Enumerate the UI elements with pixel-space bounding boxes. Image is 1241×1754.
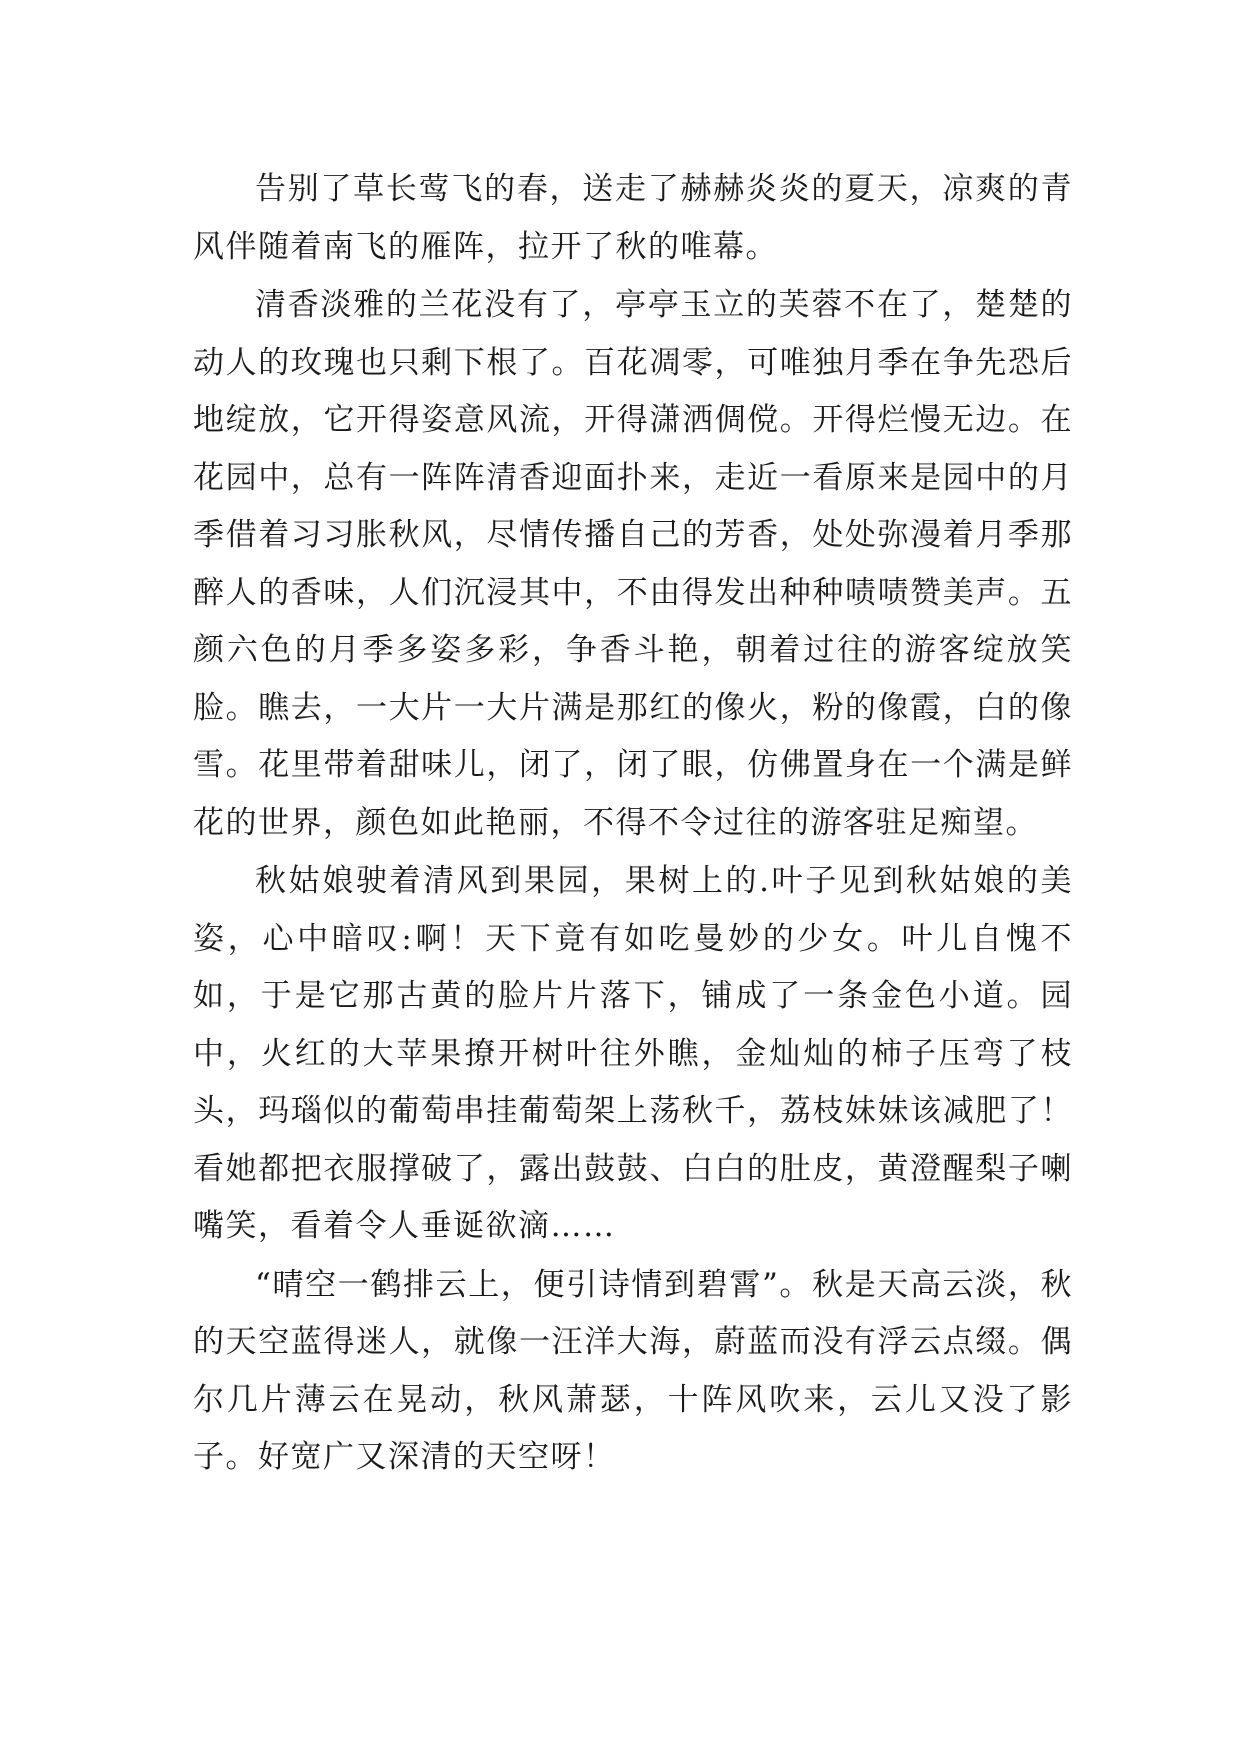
paragraph: 告别了草长莺飞的春，送走了赫赫炎炎的夏天，凉爽的青风伴随着南飞的雁阵，拉开了秋的唯幕。 [193,171,1073,265]
paragraph: “晴空一鹤排云上，便引诗情到碧霄”。秋是天高云淡，秋的天空蓝得迷人，就像一汪洋大海，蔚蓝而没有浮云点缀。偶尔几片薄云在晃动，秋风萧瑟，十阵风吹来，云儿又没了影子。好宽广又深清的天空呀！ [193,1266,1073,1475]
paragraph: 清香淡雅的兰花没有了，亭亭玉立的芙蓉不在了，楚楚的动人的玫瑰也只剩下根了。百花凋零，可唯独月季在争先恐后地绽放，它开得姿意风流，开得潇洒倜傥。开得烂慢无边。在花园中，总有一阵阵清香迎面扑来，走近一看原来是园中的月季借着习习胀秋风，尽情传播自己的芳香，处处弥漫着月季那醉人的香味，人们沉浸其中，不由得发出种种啧啧赞美声。五颜六色的月季多姿多彩，争香斗艳，朝着过往的游客绽放笑脸。瞧去，一大片一大片满是那红的像火，粉的像霞，白的像雪。花里带着甜味儿，闭了，闭了眼，仿佛置身在一个满是鲜花的世界，颜色如此艳丽，不得不令过往的游客驻足痴望。 [193,287,1073,841]
document-body [193,161,1073,1487]
paragraph: 秋姑娘驶着清风到果园，果树上的.叶子见到秋姑娘的美姿，心中暗叹:啊！天下竟有如吃曼妙的少女。叶儿自愧不如，于是它那古黄的脸片片落下，铺成了一条金色小道。园中，火红的大苹果撩开树叶往外瞧，金灿灿的柿子压弯了枝头，玛瑙似的葡萄串挂葡萄架上荡秋千，荔枝妹妹该减肥了！看她都把衣服撑破了，露出鼓鼓、白白的肚皮，黄澄醒梨子喇嘴笑，看着令人垂诞欲滴…… [193,863,1073,1244]
